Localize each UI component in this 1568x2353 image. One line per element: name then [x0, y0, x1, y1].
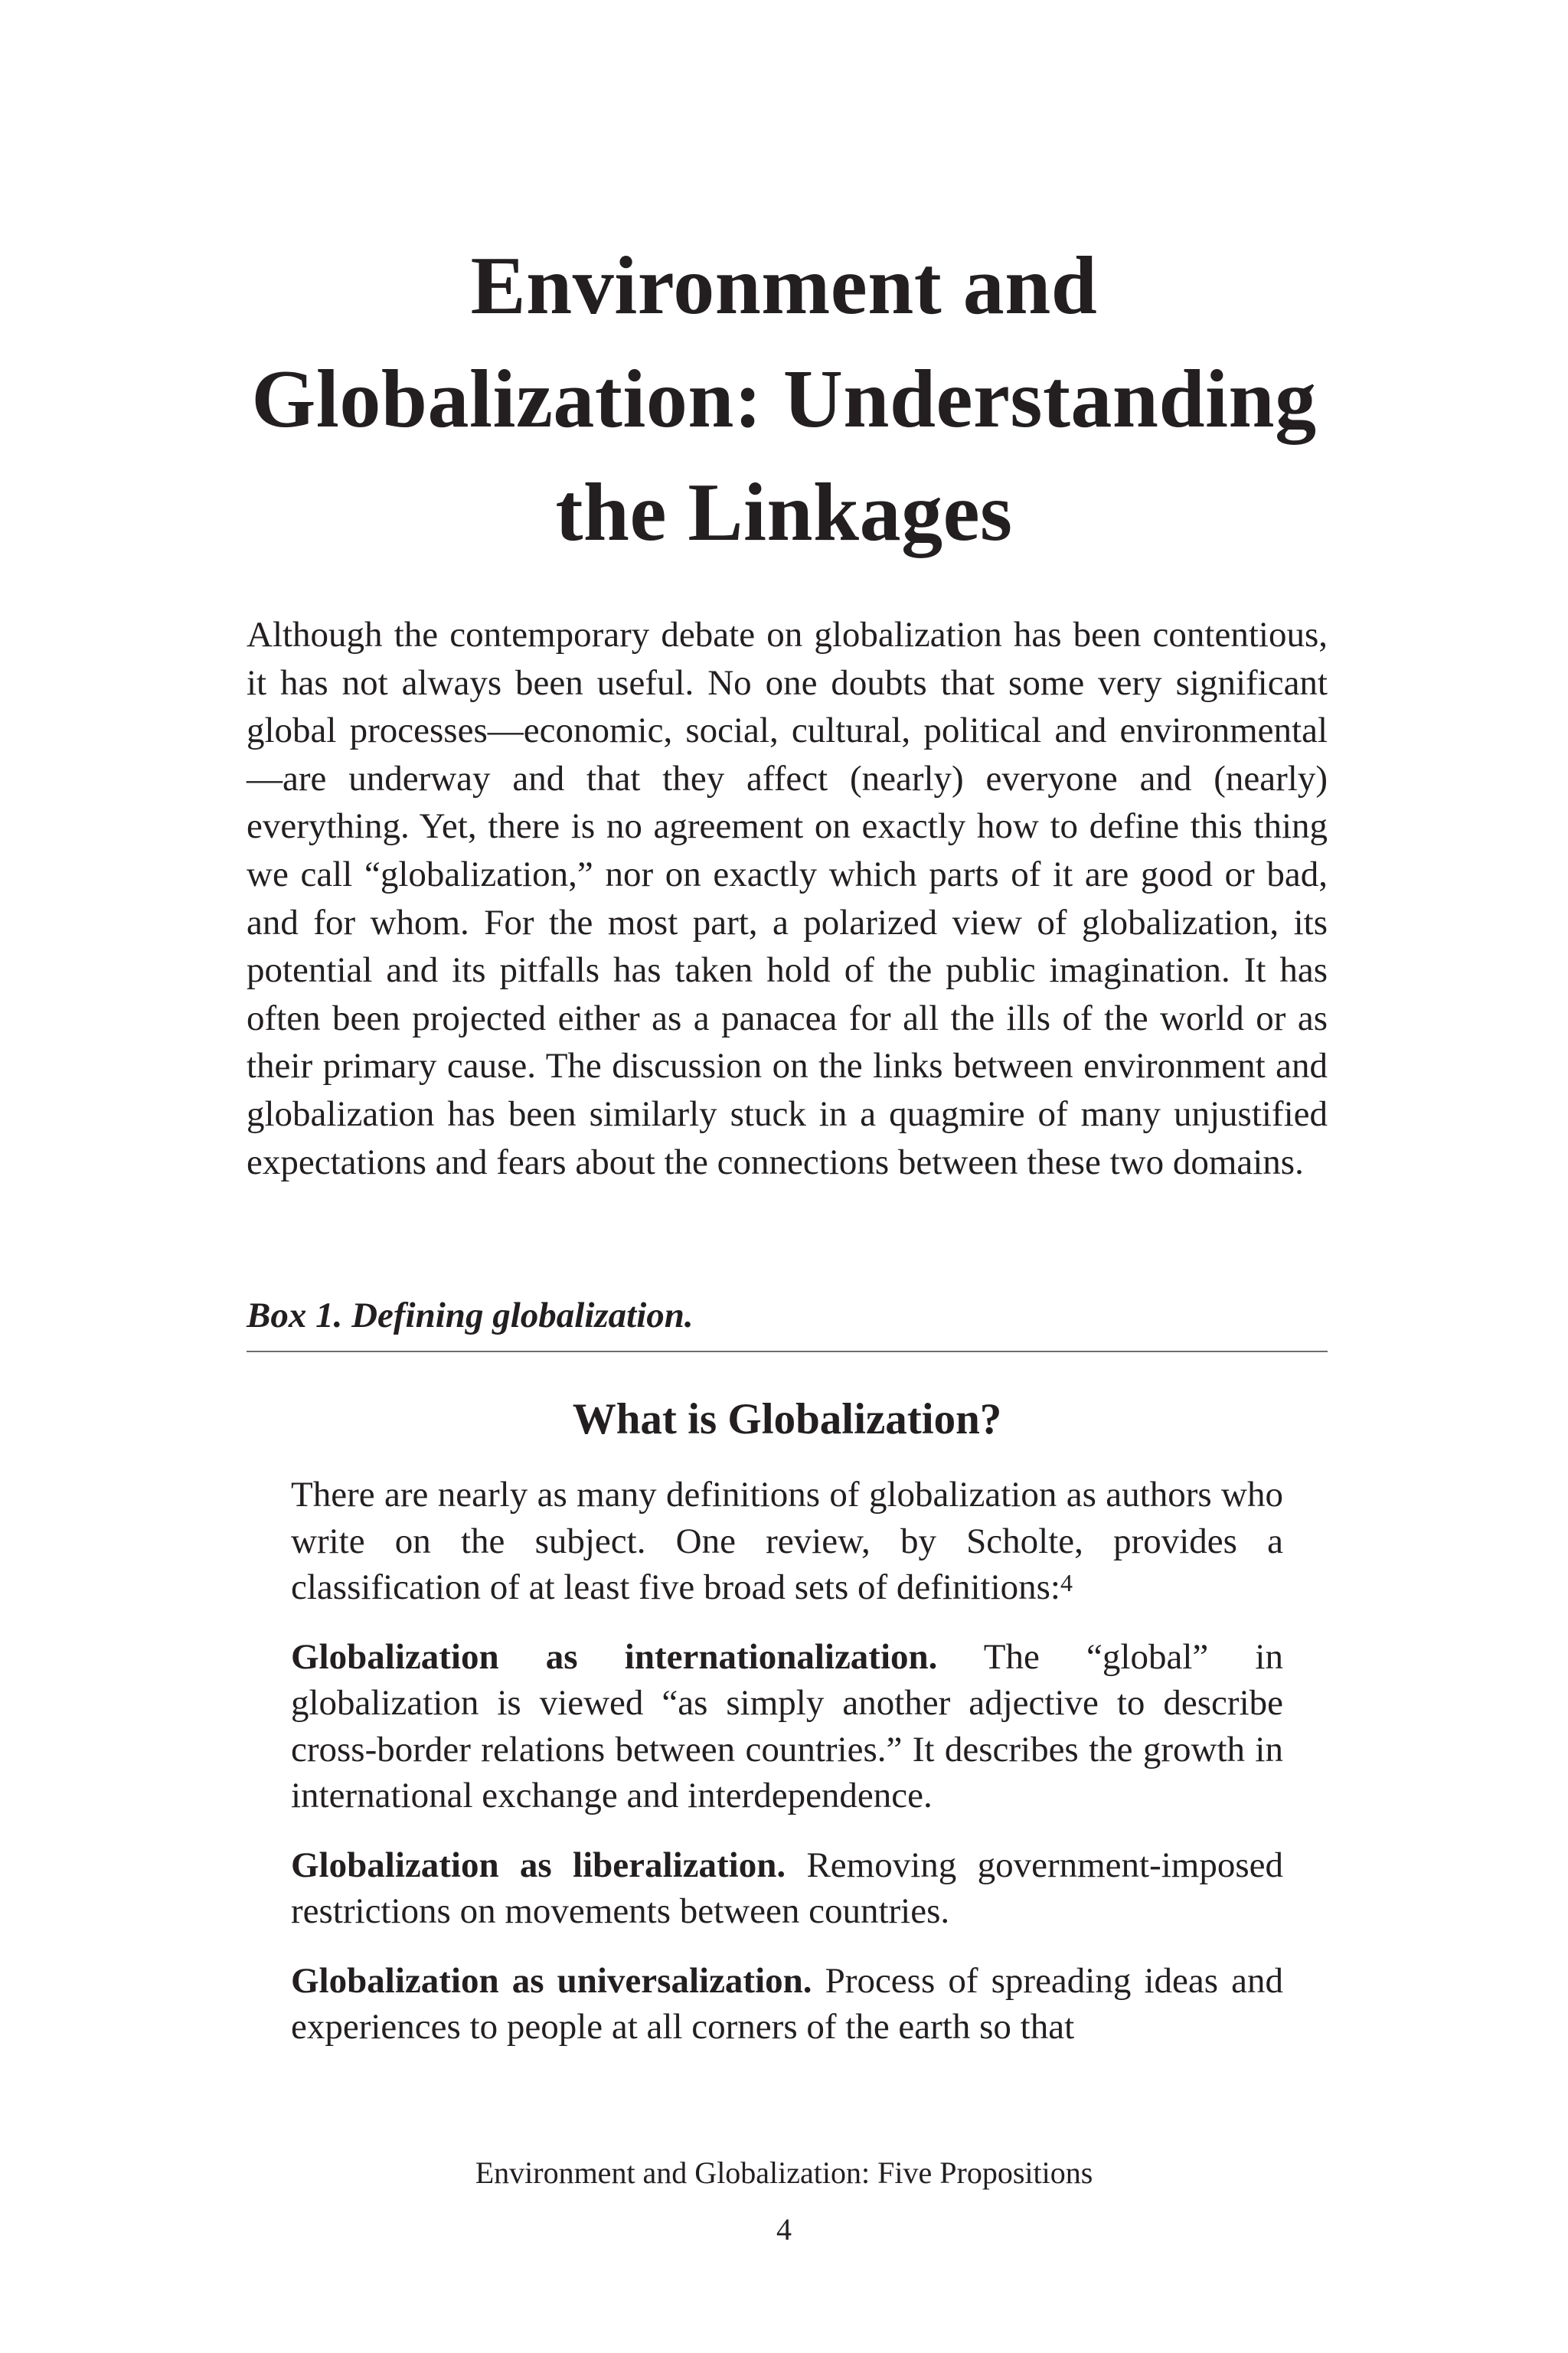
box-intro-text: There are nearly as many definitions of globalization as authors who write on the subject. One review, by Scholte, provides a classification of at least five broad sets of definitions:	[291, 1475, 1283, 1607]
definition-text: Removing government-imposed restrictions on movements between countries.	[291, 1845, 1284, 1931]
definition-item	[291, 1634, 1283, 1819]
definition-text: Process of spreading ideas and experiences to people at all corners of the earth so that	[291, 1960, 1284, 2047]
box-caption: Box 1. Defining globalization.	[247, 1296, 694, 1335]
definition-item	[291, 1842, 1283, 1935]
running-footer-title: Environment and Globalization: Five Propositions	[475, 2155, 1093, 2190]
definition-text: The “global” in globalization is viewed “as simply another adjective to describe cross-border relations between countries.” It describes the growth in international exchange and interdependence.	[291, 1636, 1283, 1815]
chapter-title-line-3: the Linkages	[555, 467, 1013, 558]
box-intro-paragraph	[291, 1472, 1283, 1611]
footnote-marker: 4	[1060, 1569, 1073, 1596]
box-heading: What is Globalization?	[572, 1395, 1002, 1443]
box-divider	[247, 1351, 1328, 1352]
chapter-title	[153, 230, 1415, 570]
box-body	[291, 1472, 1283, 2074]
chapter-title-line-2: Globalization: Understanding	[251, 354, 1317, 445]
intro-paragraph: Although the contemporary debate on globalization has been contentious, it has not always been useful. No one doubts that some very significant global processes—economic, social, cultural, political and environmental—are underway and that they affect (nearly) everyone and (nearly) everything. Yet, there is no agreement on exactly how to define this thing we call “globalization,” nor on exactly which parts of it are good or bad, and for whom. For the most part, a polarized view of globalization, its potential and its pitfalls has taken hold of the public imagination. It has often been projected either as a panacea for all the ills of the world or as their primary cause. The discussion on the links between environment and globalization has been similarly stuck in a quagmire of many unjustified expectations and fears about the connections between these two domains.	[247, 615, 1328, 1182]
definition-term: Globalization as internationalization.	[291, 1636, 938, 1677]
definition-item	[291, 1958, 1283, 2051]
page-number: 4	[776, 2212, 792, 2247]
definition-term: Globalization as universalization.	[291, 1960, 812, 2001]
definition-term: Globalization as liberalization.	[291, 1845, 786, 1885]
chapter-title-line-1: Environment and	[470, 240, 1098, 332]
